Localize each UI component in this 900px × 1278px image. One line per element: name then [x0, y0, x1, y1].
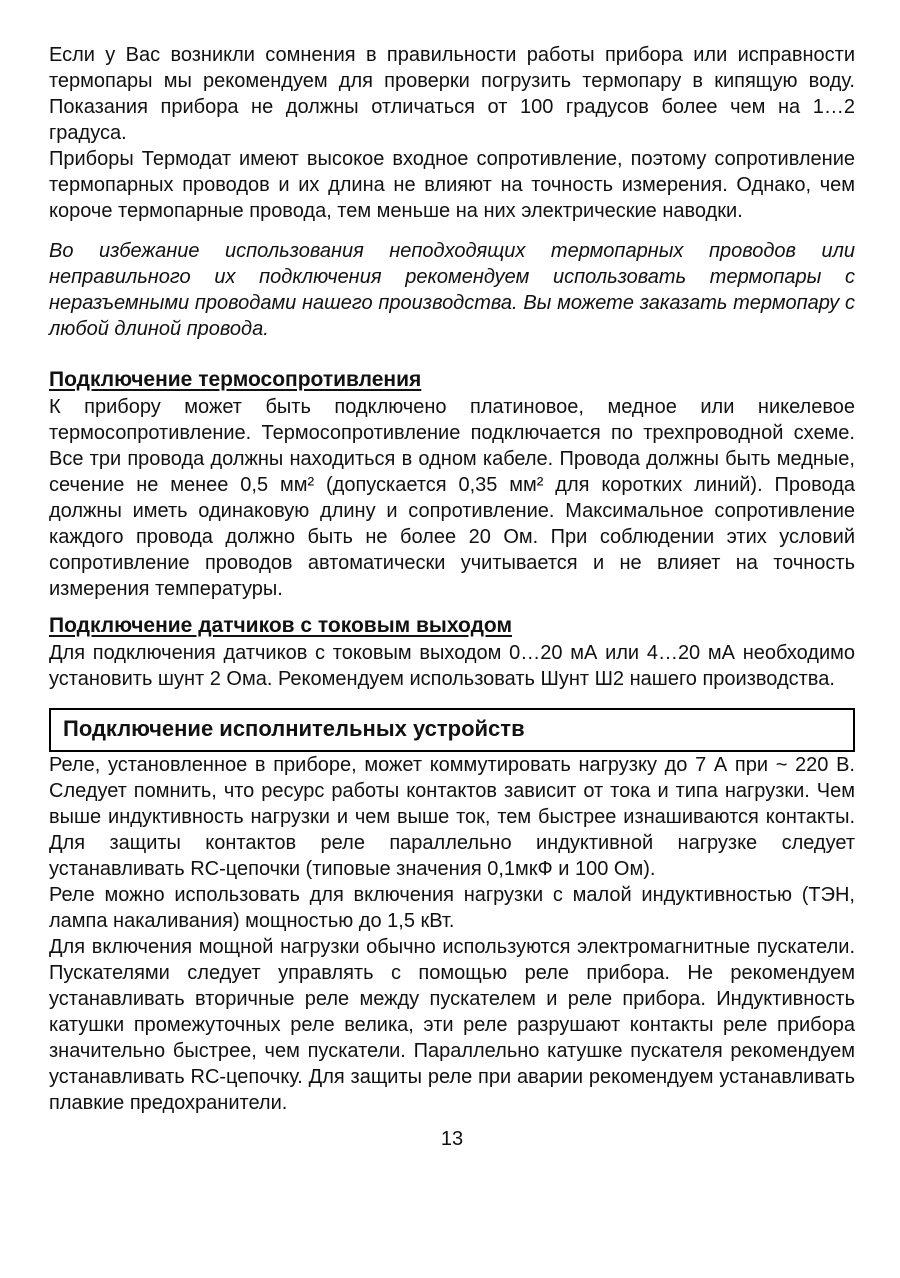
paragraph-rtd-connection: К прибору может быть подключено платиновое, медное или никелевое термосопротивление. Термосопротивление подключается по трехпроводной схеме. Все три провода должны находиться в одном кабеле. Провода должны быть медные, сечение не менее 0,5 мм² (допускается 0,35 мм² для коротких линий). Провода должны иметь одинаковую длину и сопротивление. Максимальное сопротивление каждого провода должно быть не более 20 Ом. При соблюдении этих условий сопротивление проводов автоматически учитывается и не влияет на точность измерения температуры. [49, 396, 855, 600]
heading-current-output-sensors: Подключение датчиков с токовым выходом [49, 614, 512, 637]
heading-actuator-devices-label: Подключение исполнительных устройств [63, 716, 525, 741]
note-thermocouple-wires: Во избежание использования неподходящих термопарных проводов или неправильного их подключения рекомендуем использовать термопары с неразъемными проводами нашего производства. Вы можете заказать термопару с любой длиной провода. [49, 240, 855, 340]
paragraph-thermocouple-check: Если у Вас возникли сомнения в правильности работы прибора или исправности термопары мы рекомендуем для проверки погрузить термопару в кипящую воду. Показания прибора не должны отличаться от 100 градусов более чем на 1…2 градуса. [49, 44, 855, 144]
paragraph-relay-load: Реле, установленное в приборе, может коммутировать нагрузку до 7 А при ~ 220 В. Следует помнить, что ресурс работы контактов зависит от тока и типа нагрузки. Чем выше индуктивность нагрузки и чем выше ток, тем быстрее изнашиваются контакты. Для защиты контактов реле параллельно индуктивной нагрузке следует устанавливать RC-цепочки (типовые значения 0,1мкФ и 100 Ом). [49, 754, 855, 880]
heading-rtd-connection: Подключение термосопротивления [49, 368, 422, 391]
heading-actuator-devices-boxed [49, 708, 855, 752]
paragraph-input-resistance: Приборы Термодат имеют высокое входное сопротивление, поэтому сопротивление термопарных проводов и их длина не влияют на точность измерения. Однако, чем короче термопарные провода, тем меньше на них электрические наводки. [49, 148, 855, 222]
page-number: 13 [440, 1128, 464, 1150]
paragraph-current-output-sensors: Для подключения датчиков с токовым выходом 0…20 мА или 4…20 мА необходимо установить шунт 2 Ома. Рекомендуем использовать Шунт Ш2 нашего производства. [49, 642, 855, 690]
paragraph-relay-low-inductance: Реле можно использовать для включения нагрузки с малой индуктивностью (ТЭН, лампа накаливания) мощностью до 1,5 кВт. [49, 884, 855, 932]
paragraph-contactors: Для включения мощной нагрузки обычно используются электромагнитные пускатели. Пускателями следует управлять с помощью реле прибора. Не рекомендуем устанавливать вторичные реле между пускателем и реле прибора. Индуктивность катушки промежуточных реле велика, эти реле разрушают контакты реле прибора значительно быстрее, чем пускатели. Параллельно катушке пускателя рекомендуем устанавливать RC-цепочку. Для защиты реле при аварии рекомендуем устанавливать плавкие предохранители. [49, 936, 855, 1114]
